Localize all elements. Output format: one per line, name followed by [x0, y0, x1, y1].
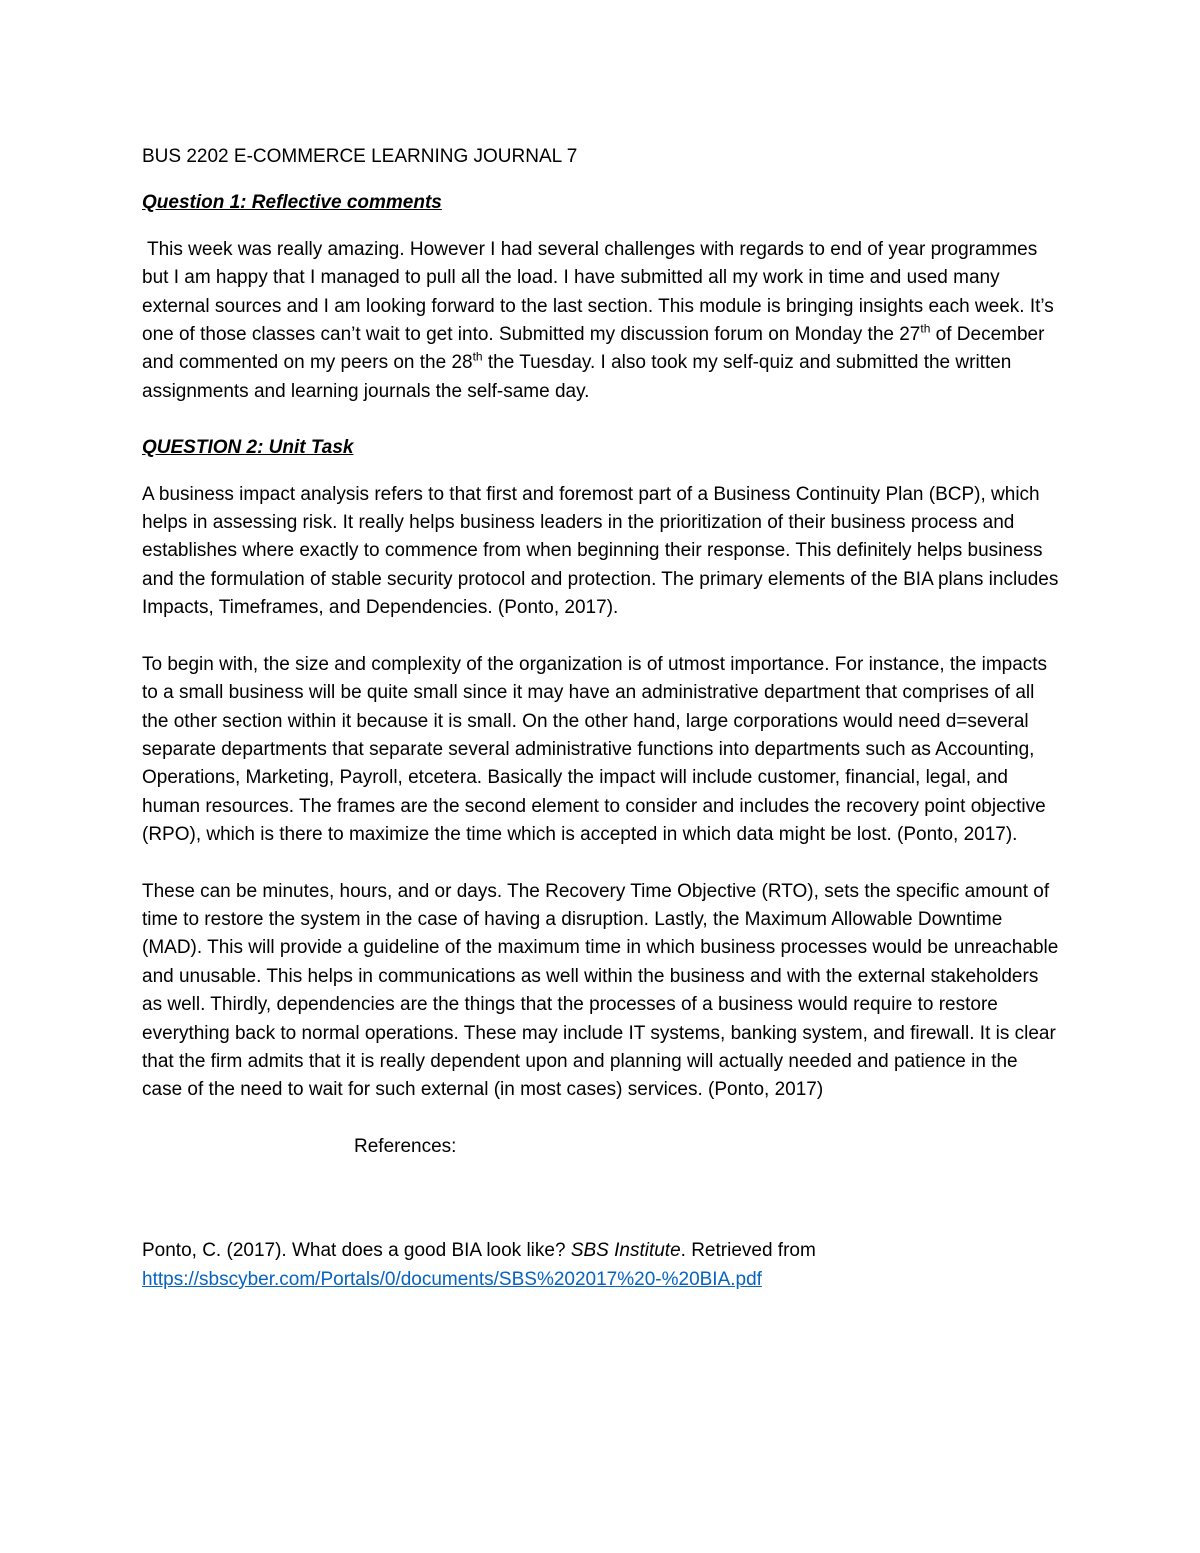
document-body	[142, 143, 1062, 1294]
q1-text-part-3: the Tuesday. I also took my self-quiz and submitted the written assignments and learning journals the self-same day.	[142, 352, 1012, 402]
reference-citation	[142, 1237, 1062, 1294]
references-heading: References:	[354, 1135, 457, 1157]
question-2-heading: QUESTION 2: Unit Task	[142, 437, 354, 459]
q2-paragraph-timeframes-dependencies: These can be minutes, hours, and or days. The Recovery Time Objective (RTO), sets the specific amount of time to restore the system in the case of having a disruption. Lastly, the Maximum Allowable Downtime (MAD). This will provide a guideline of the maximum time in which business processes would be unreachable and unusable. This helps in communications as well within the business and with the external stakeholders as well. Thirdly, dependencies are the things that the processes of a business would require to restore everything back to normal operations. These may include IT systems, banking system, and firewall. It is clear that the firm admits that it is really dependent upon and planning will actually needed and patience in the case of the need to wait for such external (in most cases) services. (Ponto, 2017)	[142, 880, 1059, 1101]
citation-source: SBS Institute	[570, 1240, 681, 1262]
q1-text-part-1: This week was really amazing. However I had several challenges with regards to end of year programmes but I am happy that I managed to pull all the load. I have submitted all my work in time and used many external sources and I am looking forward to the last section. This module is bringing insights each week. It’s one of those classes can’t wait to get into. Submitted my discussion forum on Monday the 27	[142, 238, 1054, 346]
ordinal-suffix-27: th	[920, 321, 931, 336]
question-1-paragraph	[142, 236, 1062, 406]
q2-paragraph-impacts: To begin with, the size and complexity of the organization is of utmost importance. For instance, the impacts to a small business will be quite small since it may have an administrative department that comprises of all the other section within it because it is small. On the other hand, large corporations would need d=several separate departments that separate several administrative functions into departments such as Accounting, Operations, Marketing, Payroll, etcetera. Basically the impact will include customer, financial, legal, and human resources. The frames are the second element to consider and includes the recovery point objective (RPO), which is there to maximize the time which is accepted in which data might be lost. (Ponto, 2017).	[142, 653, 1048, 846]
q2-paragraph-bia-definition: A business impact analysis refers to that first and foremost part of a Business Continuity Plan (BCP), which helps in assessing risk. It really helps business leaders in the prioritization of their business process and establishes where exactly to commence from when beginning their response. This definitely helps business and the formulation of stable security protocol and protection. The primary elements of the BIA plans includes Impacts, Timeframes, and Dependencies. (Ponto, 2017).	[142, 483, 1059, 619]
question-1-heading: Question 1: Reflective comments	[142, 192, 442, 214]
document-title: BUS 2202 E-COMMERCE LEARNING JOURNAL 7	[142, 146, 578, 167]
citation-text: Ponto, C. (2017). What does a good BIA look like?	[142, 1240, 571, 1262]
q1-text-part-2: of December and commented on my peers on the 28	[142, 324, 1045, 374]
citation-retrieved: . Retrieved from	[680, 1240, 816, 1262]
ordinal-suffix-28: th	[472, 350, 483, 365]
reference-url-link[interactable]: https://sbscyber.com/Portals/0/documents/SBS%202017%20-%20BIA.pdf	[142, 1268, 762, 1290]
